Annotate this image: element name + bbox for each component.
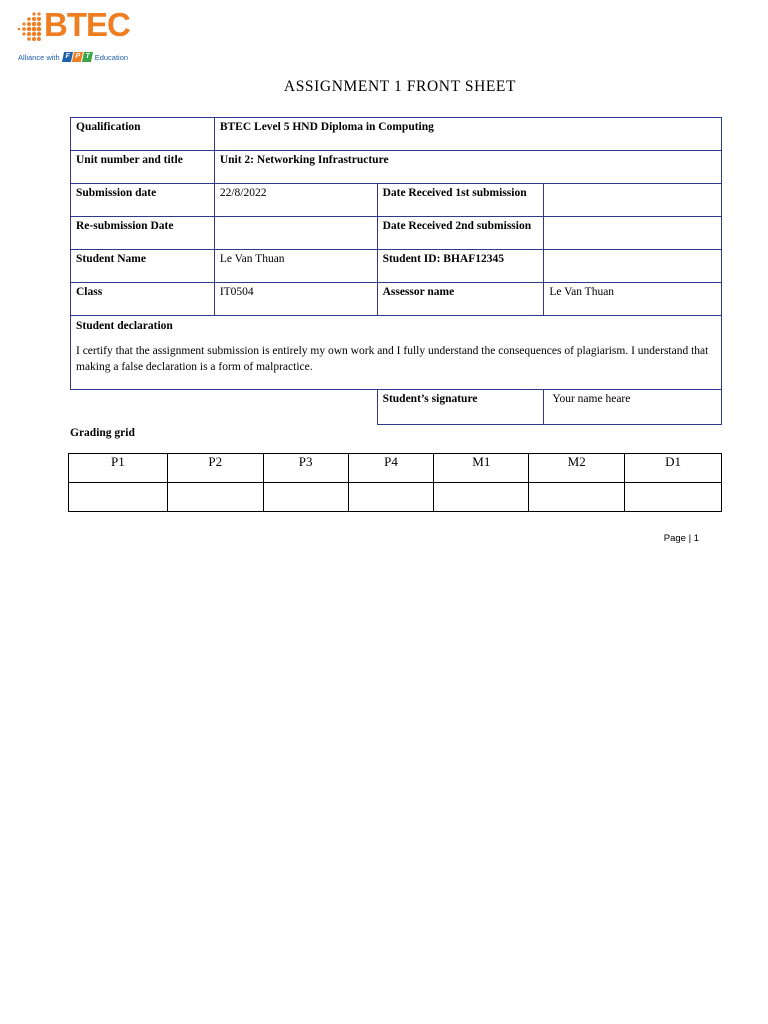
grade-header-p4: P4 <box>348 454 434 483</box>
grade-header-p2: P2 <box>167 454 263 483</box>
signature-label: Student’s signature <box>377 390 544 425</box>
btec-wordmark: BTEC <box>44 6 130 43</box>
grade-header-d1: D1 <box>625 454 722 483</box>
table-row <box>71 151 722 184</box>
fpt-letter-p: P <box>72 52 83 62</box>
grade-cell-m1[interactable] <box>434 483 529 512</box>
grading-grid-label: Grading grid <box>70 427 135 439</box>
grade-cell-d1[interactable] <box>625 483 722 512</box>
btec-logo <box>12 8 142 68</box>
unit-value[interactable]: Unit 2: Networking Infrastructure <box>214 151 721 184</box>
unit-label: Unit number and title <box>71 151 215 184</box>
grade-cell-p1[interactable] <box>69 483 168 512</box>
front-sheet-table <box>70 117 722 425</box>
table-row <box>71 250 722 283</box>
grade-header-m2: M2 <box>529 454 625 483</box>
resubmission-date-label: Re-submission Date <box>71 217 215 250</box>
student-id-value[interactable] <box>544 250 722 283</box>
grade-header-m1: M1 <box>434 454 529 483</box>
grading-value-row <box>69 483 722 512</box>
fpt-logo <box>63 52 92 62</box>
assessor-label: Assessor name <box>377 283 544 316</box>
class-value[interactable]: IT0504 <box>214 283 377 316</box>
table-row <box>71 118 722 151</box>
signature-value[interactable]: Your name heare <box>544 390 722 425</box>
table-row <box>71 184 722 217</box>
page-number: Page | 1 <box>663 533 699 544</box>
spacer-cell <box>71 390 378 425</box>
resubmission-date-value[interactable] <box>214 217 377 250</box>
grade-cell-p4[interactable] <box>348 483 434 512</box>
date-received-2-label: Date Received 2nd submission <box>377 217 544 250</box>
table-row <box>71 283 722 316</box>
student-id-label: Student ID: BHAF12345 <box>377 250 544 283</box>
logo-tagline <box>18 52 128 62</box>
date-received-1-label: Date Received 1st submission <box>377 184 544 217</box>
declaration-text: I certify that the assignment submission is entirely my own work and I fully understand the consequences of plagiarism. I understand that making a false declaration is a form of malpractice. <box>76 345 709 373</box>
table-row <box>71 390 722 425</box>
page-title: ASSIGNMENT 1 FRONT SHEET <box>283 78 517 95</box>
grade-header-p1: P1 <box>69 454 168 483</box>
grade-cell-p2[interactable] <box>167 483 263 512</box>
grading-header-row <box>69 454 722 483</box>
grade-cell-m2[interactable] <box>529 483 625 512</box>
tagline-prefix: Alliance with <box>18 52 60 62</box>
class-label: Class <box>71 283 215 316</box>
fpt-letter-f: F <box>62 52 73 62</box>
date-received-1-value[interactable] <box>544 184 722 217</box>
assessor-value[interactable]: Le Van Thuan <box>544 283 722 316</box>
declaration-cell <box>71 316 722 390</box>
tagline-suffix: Education <box>94 52 129 62</box>
date-received-2-value[interactable] <box>544 217 722 250</box>
qualification-value[interactable]: BTEC Level 5 HND Diploma in Computing <box>214 118 721 151</box>
submission-date-label: Submission date <box>71 184 215 217</box>
table-row <box>71 217 722 250</box>
grade-header-p3: P3 <box>263 454 348 483</box>
fpt-letter-t: T <box>82 52 93 62</box>
student-name-value[interactable]: Le Van Thuan <box>214 250 377 283</box>
grading-grid <box>68 453 722 512</box>
qualification-label: Qualification <box>71 118 215 151</box>
submission-date-value[interactable]: 22/8/2022 <box>214 184 377 217</box>
declaration-title: Student declaration <box>76 320 173 332</box>
student-name-label: Student Name <box>71 250 215 283</box>
table-row <box>71 316 722 390</box>
grade-cell-p3[interactable] <box>263 483 348 512</box>
